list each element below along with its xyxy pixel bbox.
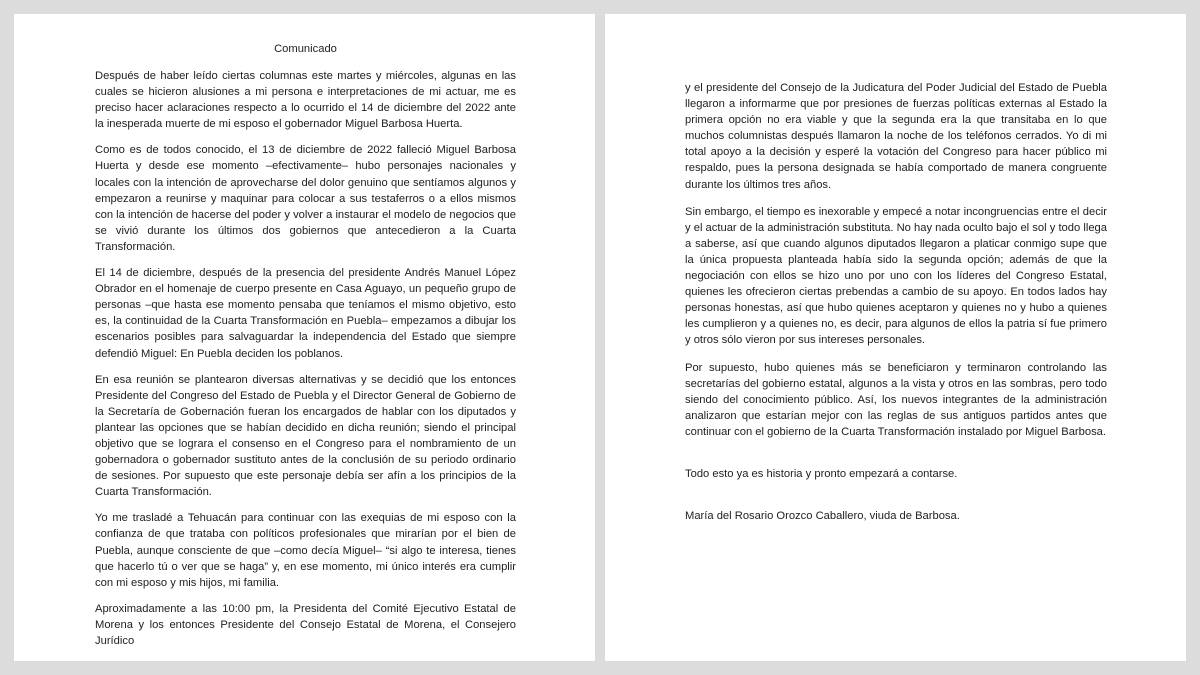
left-page <box>14 14 595 661</box>
paragraph: y el presidente del Consejo de la Judicatura del Poder Judicial del Estado de Puebla llegaron a informarme que por presiones de fuerzas políticas externas al Estado la primera opción no era viable y que la segunda era la que transitaba en lo que muchos columnistas después llamaron la noche de los teléfonos cerrados. Yo di mi total apoyo a la decisión y esperé la votación del Congreso para hacer público mi respaldo, pues la persona designada se había comportado de manera congruente durante los últimos tres años. <box>685 82 1107 191</box>
paragraph: El 14 de diciembre, después de la presencia del presidente Andrés Manuel López Obrador en el homenaje de cuerpo presente en Casa Aguayo, un pequeño grupo de personas –que hasta ese momento pensaba que teníamos el mismo objetivo, esto es, la continuidad de la Cuarta Transformación en Puebla– empezamos a dibujar los escenarios posibles para salvaguardar la independencia del Estado que siempre defendió Miguel: En Puebla deciden los poblanos. <box>95 267 516 360</box>
spacer <box>685 451 1107 466</box>
paragraph: Sin embargo, el tiempo es inexorable y empecé a notar incongruencias entre el decir y el actuar de la administración substituta. No hay nada oculto bajo el sol y todo llega a saberse, así que cuando algunos diputados llegaron a platicar conmigo supe que la única propuesta planteada había sido la segunda opción; además de que la negociación con ellos se hizo uno por uno con los líderes del Congreso Estatal, quienes les ofrecieron ciertas prebendas a cambio de su apoyo. En todos lados hay personas honestas, así que hubo quienes aceptaron y quienes no y hubo a quienes les cumplieron y a quienes no, es decir, para algunos de ellos la patria sí fue primero y otros sólo vieron por sus intereses personales. <box>685 205 1107 347</box>
paragraph: Aproximadamente a las 10:00 pm, la Presidenta del Comité Ejecutivo Estatal de Morena y los entonces Presidente del Consejo Estatal de Morena, el Consejero Jurídico <box>95 602 516 647</box>
document-title: Comunicado <box>274 43 337 55</box>
paragraph: Después de haber leído ciertas columnas este martes y miércoles, algunas en las cuales se hicieron alusiones a mi persona e interpretaciones de mi actuar, me es preciso hacer aclaraciones respecto a lo ocurrido el 14 de diciembre del 2022 ante la inesperada muerte de mi esposo el gobernador Miguel Barbosa Huerta. <box>95 70 516 131</box>
paragraph: Yo me trasladé a Tehuacán para continuar con las exequias de mi esposo con la confianza de que trataba con políticos profesionales que mirarían por el bien de Puebla, aunque consciente de que –como decía Miguel– “si algo te interesa, tienes que hacerlo tú o ver que se haga” y, en ese momento, mi único interés era cumplir con mi esposo y mis hijos, mi familia. <box>95 512 516 589</box>
paragraph: En esa reunión se plantearon diversas alternativas y se decidió que los entonces Presidente del Congreso del Estado de Puebla y el Director General de Gobierno de la Secretaría de Gobernación fueran los encargados de hablar con los diputados y plantear las opciones que se habían decidido en dicha reunión; siendo el principal objetivo que se lograra el consenso en el Congreso para el nombramiento de un gobernadora o gobernador sustituto antes de la conclusión de su periodo ordinario de sesiones. Por supuesto que este personaje debía ser afín a los principios de la Cuarta Transformación. <box>95 373 516 499</box>
paragraph: Por supuesto, hubo quienes más se beneficiaron y terminaron controlando las secretarías del gobierno estatal, algunos a la vista y otros en las sombras, pero todo siendo del conocimiento público. Así, los nuevos integrantes de la administración analizaron que estarían mejor con las reglas de sus antiguos partidos antes que continuar con el gobierno de la Cuarta Transformación instalado por Miguel Barbosa. <box>685 361 1107 438</box>
right-page <box>605 14 1186 661</box>
paragraph: Como es de todos conocido, el 13 de diciembre de 2022 falleció Miguel Barbosa Huerta y desde ese momento –efectivamente– hubo personajes nacionales y locales con la intención de aprovecharse del dolor genuino que sentíamos algunos y empezaron a reunirse y maquinar para colocar a sus testaferros o a ellos mismos con la intención de hacerse del poder y volver a instaurar el modelo de negocios que se vivió durante los últimos dos gobiernos que antecedieron a la Cuarta Transformación. <box>95 144 516 253</box>
spacer <box>685 493 1107 508</box>
signature: María del Rosario Orozco Caballero, viuda de Barbosa. <box>685 510 960 523</box>
closing-line: Todo esto ya es historia y pronto empezará a contarse. <box>685 467 958 480</box>
